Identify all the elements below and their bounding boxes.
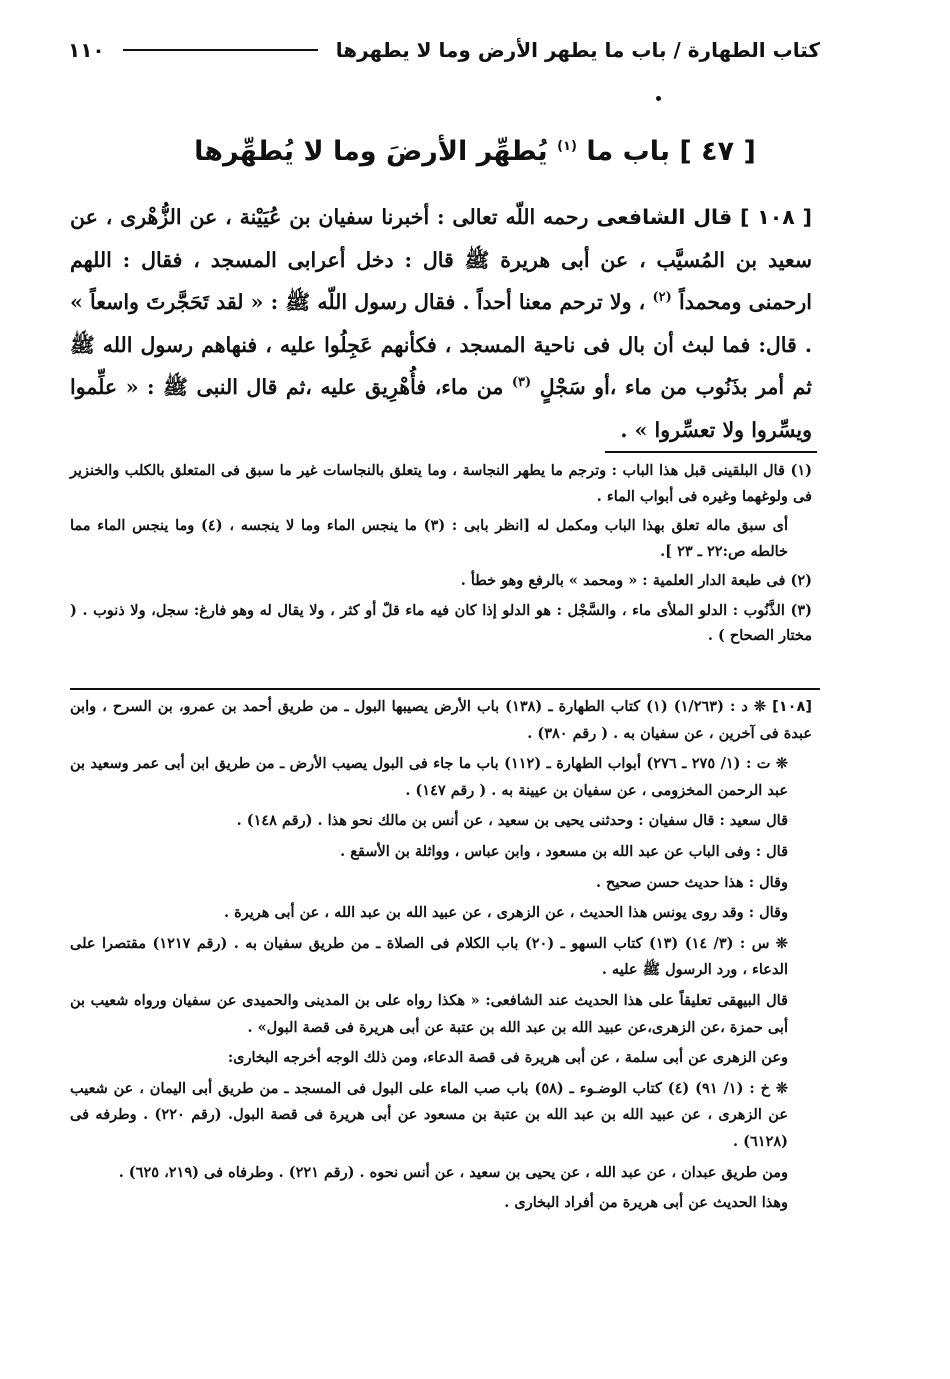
reference-tag: [١٠٨]: [772, 699, 812, 715]
reference-entry: ❊ ت : (١/ ٢٧٥ ـ ٢٧٦) أبواب الطهارة ـ (١١٢) باب ما جاء فى البول يصيب الأرض ـ من طريق ابن أبى عمر وسعيد بن عبد الرحمن المخزومى ، عن سفيان بن عيينة به . ( رقم ١٤٧) .: [70, 755, 788, 799]
hadith-segment-3: من ماء، فأُهْرِيق عليه ،ثم قال النبى ﷺ : « علِّموا ويسِّروا ولا تعسِّروا » .: [70, 375, 812, 442]
reference-entry: [70, 694, 812, 747]
hadith-number: [ ١٠٨ ]: [739, 205, 812, 229]
reference-entry: قال : وفى الباب عن عبد الله بن مسعود ، وابن عباس ، وواثلة بن الأسقع .: [340, 842, 788, 860]
takhrij-references: [70, 694, 812, 1221]
reference-entry: ❊ س : (٣/ ١٤) (١٣) كتاب السهو ـ (٢٠) باب الكلام فى الصلاة ـ من طريق سفيان به . (رقم ١٢١٧) مقتصرا على الدعاء ، ورد الرسول ﷺ عليه .: [70, 934, 788, 979]
running-header: [68, 38, 820, 62]
footnote-ref-2: (٢): [652, 290, 672, 306]
reference-entry: قال البيهقى تعليقاً على هذا الحديث عند الشافعى: « هكذا رواه على بن المدينى والحميدى عن سفيان ورواه شعيب بن أبى حمزة ،عن الزهرى،عن عبيد الله بن عبد الله بن عتبة عن أبى هريرة فى قصة البول» .: [70, 991, 788, 1036]
footnote-ref-3: (٣): [511, 375, 532, 391]
chapter-title-end: يُطهِّر الأرضَ وما لا يُطهِّرها: [194, 136, 548, 167]
chapter-heading: [150, 136, 800, 167]
chapter-number: [ ٤٧ ]: [679, 136, 756, 167]
reference-entry: وعن الزهرى عن أبى سلمة ، عن أبى هريرة فى قصة الدعاء، ومن ذلك الوجه أخرجه البخارى:: [227, 1049, 788, 1067]
chapter-title-start: باب ما: [586, 136, 670, 167]
footnote-1: (١) قال البلقينى قبل هذا الباب : وترجم ما يطهر النجاسة ، وما يتعلق بالنجاسات غير ما سبق فى المتعلق بالكلب والخنزير فى ولوغهما وغيره فى أبواب الماء .: [70, 462, 812, 505]
hadith-text: [70, 196, 812, 451]
reference-entry: قال سعيد : قال سفيان : وحدثنى يحيى بن سعيد ، عن أنس بن مالك نحو هذا . (رقم ١٤٨) .: [236, 812, 788, 830]
footnote-separator: [605, 451, 817, 453]
page-number: ١١٠: [68, 38, 105, 62]
ink-dot: [656, 96, 661, 101]
footnotes: [70, 458, 812, 653]
footnote-2: (٢) فى طبعة الدار العلمية : « ومحمد » بالرفع وهو خطأ .: [460, 572, 812, 589]
footnote-1-continued: أى سبق ماله تعلق بهذا الباب ومكمل له [انظر بابى : (٣) ما ينجس الماء وما لا ينجسه ، (٤) وما ينجس الماء مما خالطه ص:٢٢ ـ ٢٣ ].: [70, 517, 789, 560]
reference-entry: وهذا الحديث عن أبى هريرة من أفراد البخارى .: [504, 1194, 788, 1212]
footnote-3: (٣) الذَّنُوب : الدلو الملأى ماء ، والسَّجْل : هو الدلو إذا كان فيه ماء قلّ أو كثر ، ولا يقال له وهو فارغ: سجل، ولا ذنوب . ( مختار الصحاح ) .: [70, 601, 812, 644]
reference-entry: ومن طريق عبدان ، عن عبد الله ، عن يحيى بن سعيد ، عن أنس نحوه . (رقم ٢٢١) . وطرفاه فى (٢١٩، ٦٢٥) .: [118, 1163, 788, 1181]
reference-text: ❊ د : (١/٢٦٣) (١) كتاب الطهارة ـ (١٣٨) باب الأرض يصيبها البول ـ من طريق أحمد بن عمرو، بن السرح ، وابن عبدة فى آخرين ، عن سفيان به . ( رقم ٣٨٠) .: [70, 698, 812, 742]
references-separator: [70, 688, 820, 690]
reference-entry: ❊ خ : (١/ ٩١) (٤) كتاب الوضـوء ـ (٥٨) باب صب الماء على البول فى المسجد ـ من طريق أبى اليمان ، عن شعيب عن الزهرى ، عن عبيد الله بن عبد الله بن عتبة بن مسعود عن أبى هريرة فى قصة البول. (رقم ٢٢٠) . وطرفه فى (٦١٢٨) .: [70, 1079, 788, 1150]
chapter-footnote-ref: (١): [557, 139, 577, 154]
running-title: كتاب الطهارة / باب ما يطهر الأرض وما لا يطهرها: [335, 38, 820, 62]
hadith-segment-1: رحمه اللّه تعالى : أخبرنا سفيان بن عُيَيْنة ، عن الزُّهْرى ، عن سعيد بن المُسيَّب ، عن أبى هريرة ﷺ قال : دخل أعرابى المسجد ، فقال : اللهم ارحمنى ومحمداً: [70, 205, 813, 314]
hadith-narrator: قال الشافعى: [596, 205, 733, 229]
header-rule: [123, 49, 318, 51]
reference-entry: وقال : وقد روى يونس هذا الحديث ، عن الزهرى ، عن عبيد الله بن عبد الله ، عن أبى هريرة .: [224, 904, 788, 922]
reference-entry: وقال : هذا حديث حسن صحيح .: [595, 873, 788, 891]
hadith-segment-2: ، ولا ترحم معنا أحداً . فقال رسول اللّه ﷺ : « لقد تَحَجَّرتَ واسعاً » . قال: فما لبث أن بال فى ناحية المسجد ، فكأنهم عَجِلُوا عليه ، فنهاهم رسول الله ﷺ ثم أمر بذَنُوب من ماء ،أو سَجْلٍ: [70, 290, 812, 399]
